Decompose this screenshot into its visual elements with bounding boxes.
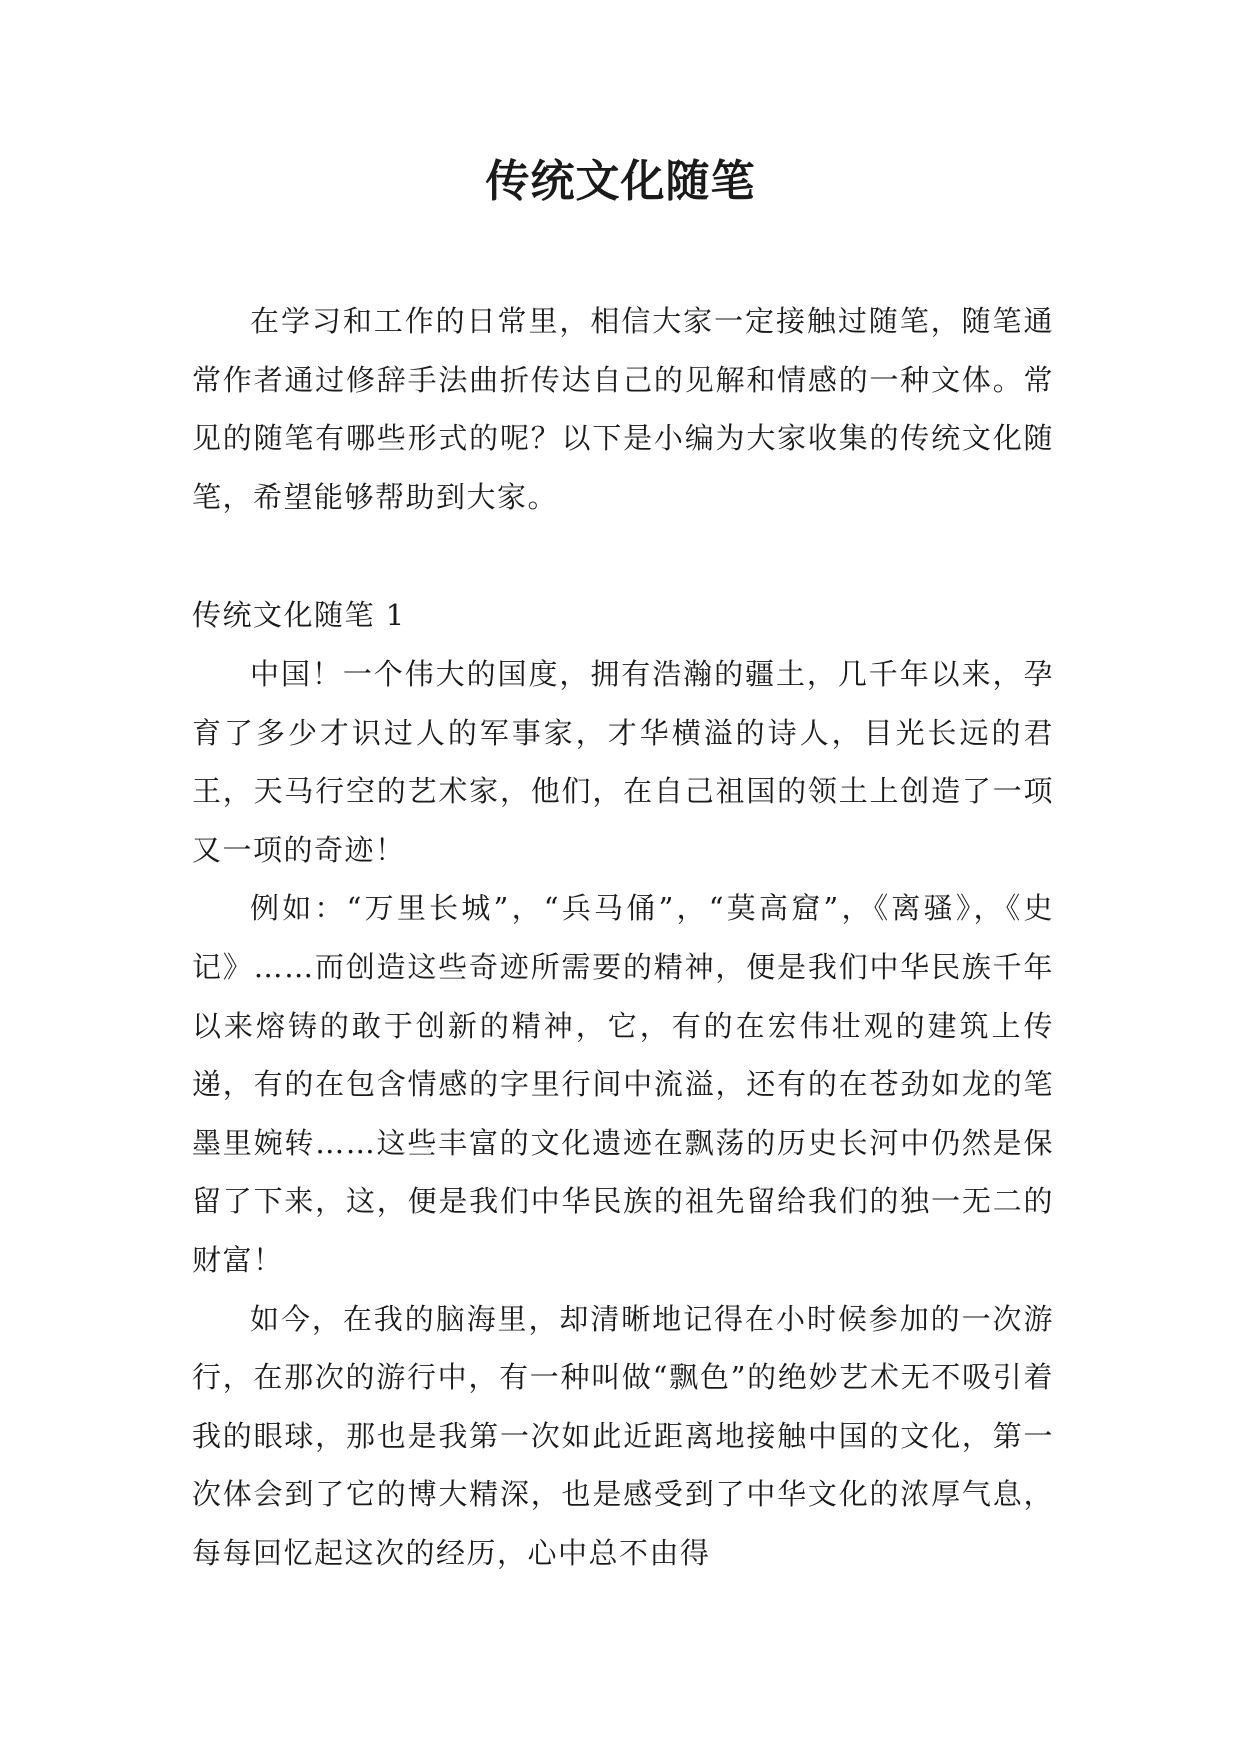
document-body xyxy=(192,292,1054,1582)
section-heading: 传统文化随笔 1 xyxy=(192,598,406,633)
body-paragraph-3: 如今，在我的脑海里，却清晰地记得在小时候参加的一次游行，在那次的游行中，有一种叫做“飘色”的绝妙艺术无不吸引着我的眼球，那也是我第一次如此近距离地接触中国的文化，第一次体会到了它的博大精深，也是感受到了中华文化的浓厚气息，每每回忆起这次的经历，心中总不由得 xyxy=(192,1301,1054,1570)
intro-paragraph: 在学习和工作的日常里，相信大家一定接触过随笔，随笔通常作者通过修辞手法曲折传达自己的见解和情感的一种文体。常见的随笔有哪些形式的呢？以下是小编为大家收集的传统文化随笔，希望能够帮助到大家。 xyxy=(192,304,1054,514)
document-title: 传统文化随笔 xyxy=(485,156,756,207)
body-paragraph-2: 例如：“万里长城”，“兵马俑”，“莫高窟”，《离骚》，《史记》……而创造这些奇迹所需要的精神，便是我们中华民族千年以来熔铸的敢于创新的精神，它，有的在宏伟壮观的建筑上传递，有的在包含情感的字里行间中流溢，还有的在苍劲如龙的笔墨里婉转……这些丰富的文化遗迹在飘荡的历史长河中仍然是保留了下来，这，便是我们中华民族的祖先留给我们的独一无二的财富！ xyxy=(192,891,1054,1277)
body-paragraph-1: 中国！一个伟大的国度，拥有浩瀚的疆土，几千年以来，孕育了多少才识过人的军事家，才华横溢的诗人，目光长远的君王，天马行空的艺术家，他们，在自己祖国的领土上创造了一项又一项的奇迹！ xyxy=(192,656,1054,867)
